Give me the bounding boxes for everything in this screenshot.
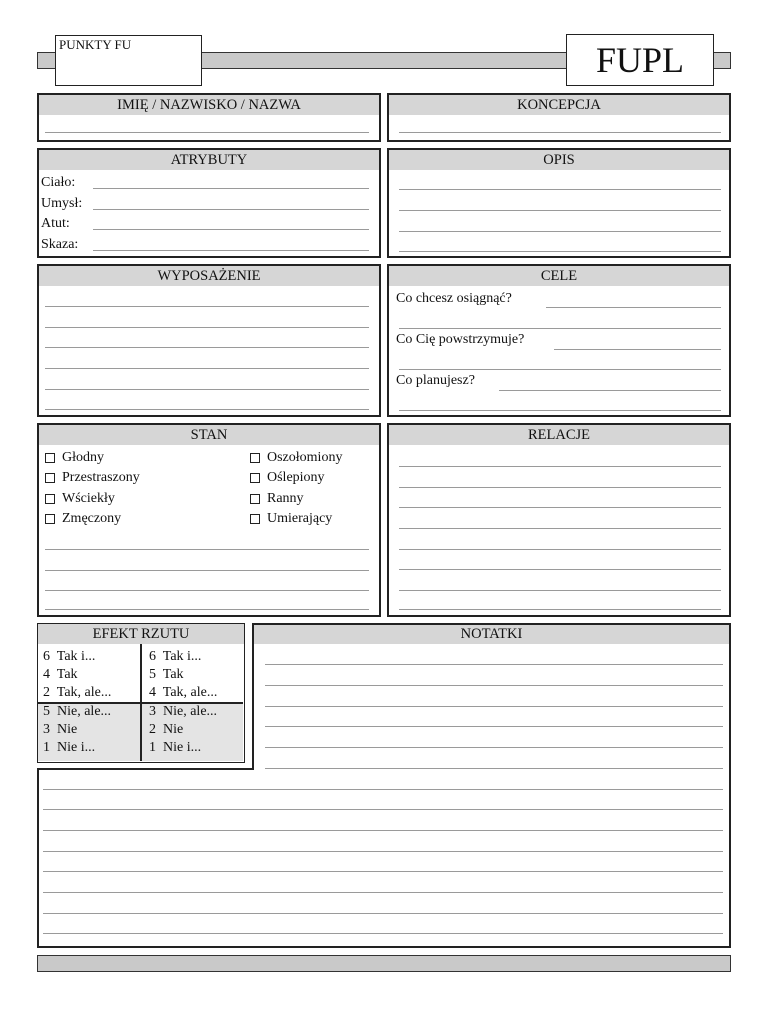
notes-line[interactable] [265, 768, 723, 769]
attribute-line-asset[interactable] [93, 229, 369, 230]
goal-question-achieve: Co chcesz osiągnąć? [396, 291, 512, 306]
notes-line[interactable] [43, 789, 723, 790]
roll-result-table [38, 644, 243, 761]
logo-text: FUPL [595, 40, 685, 80]
roll-cell: 5 Tak [149, 667, 184, 682]
notes-title: NOTATKI [254, 625, 729, 644]
equipment-line[interactable] [45, 347, 369, 348]
relations-line[interactable] [399, 609, 721, 610]
description-section [387, 148, 731, 258]
attribute-label-asset: Atut: [41, 216, 70, 231]
notes-border-left [37, 768, 39, 948]
status-line[interactable] [45, 590, 369, 591]
attribute-label-mind: Umysł: [41, 196, 83, 211]
status-label-tired: Zmęczony [62, 511, 122, 526]
relations-line[interactable] [399, 590, 721, 591]
roll-cell: 3 Nie, ale... [149, 704, 218, 719]
roll-result-title: EFEKT RZUTU [38, 624, 244, 644]
roll-cell: 4 Tak, ale... [149, 685, 218, 700]
notes-line[interactable] [265, 747, 723, 748]
roll-cell: 1 Nie i... [43, 740, 96, 755]
status-checkbox-angry[interactable] [45, 494, 55, 504]
goals-title: CELE [389, 266, 729, 286]
roll-result-section [37, 623, 245, 763]
status-checkbox-dazed[interactable] [250, 453, 260, 463]
roll-cell: 2 Tak, ale... [43, 685, 112, 700]
equipment-line[interactable] [45, 327, 369, 328]
concept-section [387, 93, 731, 142]
fu-points-box[interactable] [55, 35, 202, 86]
attribute-line-body[interactable] [93, 188, 369, 189]
equipment-line[interactable] [45, 368, 369, 369]
goal-question-obstacle: Co Cię powstrzymuje? [396, 332, 525, 347]
bottom-bar [37, 955, 731, 972]
status-checkbox-tired[interactable] [45, 514, 55, 524]
relations-section [387, 423, 731, 617]
goal-answer-line[interactable] [399, 369, 721, 370]
relations-line[interactable] [399, 507, 721, 508]
notes-line[interactable] [265, 664, 723, 665]
goal-question-plan: Co planujesz? [396, 373, 475, 388]
notes-border-notch-h [37, 768, 254, 770]
roll-cell: 2 Nie [149, 722, 184, 737]
attribute-label-body: Ciało: [41, 175, 76, 190]
status-title: STAN [39, 425, 379, 445]
notes-line[interactable] [43, 913, 723, 914]
attributes-title: ATRYBUTY [39, 150, 379, 170]
notes-border-right [729, 623, 731, 948]
relations-line[interactable] [399, 549, 721, 550]
roll-cell: 5 Nie, ale... [43, 704, 112, 719]
description-line[interactable] [399, 210, 721, 211]
notes-line[interactable] [265, 706, 723, 707]
identity-title: IMIĘ / NAZWISKO / NAZWA [39, 95, 379, 115]
equipment-title: WYPOSAŻENIE [39, 266, 379, 286]
notes-line[interactable] [43, 830, 723, 831]
goal-answer-line[interactable] [399, 410, 721, 411]
status-checkbox-hungry[interactable] [45, 453, 55, 463]
relations-line[interactable] [399, 569, 721, 570]
equipment-section [37, 264, 381, 417]
fu-points-label: PUNKTY FU [59, 37, 132, 52]
equipment-line[interactable] [45, 306, 369, 307]
relations-line[interactable] [399, 487, 721, 488]
status-line[interactable] [45, 570, 369, 571]
concept-write-line[interactable] [399, 132, 721, 133]
status-label-blinded: Oślepiony [267, 470, 325, 485]
relations-line[interactable] [399, 466, 721, 467]
notes-border-bottom [37, 946, 731, 948]
notes-border-notch-v [252, 623, 254, 770]
roll-cell: 1 Nie i... [149, 740, 202, 755]
notes-line[interactable] [43, 892, 723, 893]
roll-cell: 4 Tak [43, 667, 78, 682]
notes-line[interactable] [43, 851, 723, 852]
roll-cell: 6 Tak i... [43, 649, 96, 664]
roll-cell: 3 Nie [43, 722, 78, 737]
status-checkbox-blinded[interactable] [250, 473, 260, 483]
goal-answer-line[interactable] [499, 390, 721, 391]
logo-box [566, 34, 714, 86]
status-checkbox-wounded[interactable] [250, 494, 260, 504]
status-label-scared: Przestraszony [62, 470, 140, 485]
attributes-section [37, 148, 381, 258]
status-label-hungry: Głodny [62, 450, 104, 465]
relations-line[interactable] [399, 528, 721, 529]
status-label-wounded: Ranny [267, 491, 304, 506]
description-line[interactable] [399, 189, 721, 190]
status-label-dazed: Oszołomiony [267, 450, 343, 465]
roll-cell: 6 Tak i... [149, 649, 202, 664]
equipment-line[interactable] [45, 389, 369, 390]
status-checkbox-scared[interactable] [45, 473, 55, 483]
notes-line[interactable] [43, 871, 723, 872]
notes-line[interactable] [265, 685, 723, 686]
status-line[interactable] [45, 609, 369, 610]
equipment-line[interactable] [45, 409, 369, 410]
goal-answer-line[interactable] [554, 349, 721, 350]
description-title: OPIS [389, 150, 729, 170]
status-section [37, 423, 381, 617]
goal-answer-line[interactable] [546, 307, 721, 308]
notes-line[interactable] [43, 933, 723, 934]
status-label-angry: Wściekły [62, 491, 115, 506]
status-label-dying: Umierający [267, 511, 333, 526]
attribute-label-flaw: Skaza: [41, 237, 79, 252]
goals-section [387, 264, 731, 417]
status-checkbox-dying[interactable] [250, 514, 260, 524]
concept-title: KONCEPCJA [389, 95, 729, 115]
notes-line[interactable] [265, 726, 723, 727]
status-line[interactable] [45, 549, 369, 550]
description-line[interactable] [399, 231, 721, 232]
attribute-line-mind[interactable] [93, 209, 369, 210]
description-line[interactable] [399, 251, 721, 252]
notes-line[interactable] [43, 809, 723, 810]
attribute-line-flaw[interactable] [93, 250, 369, 251]
identity-write-line[interactable] [45, 132, 369, 133]
goal-answer-line[interactable] [399, 328, 721, 329]
relations-title: RELACJE [389, 425, 729, 445]
identity-section [37, 93, 381, 142]
